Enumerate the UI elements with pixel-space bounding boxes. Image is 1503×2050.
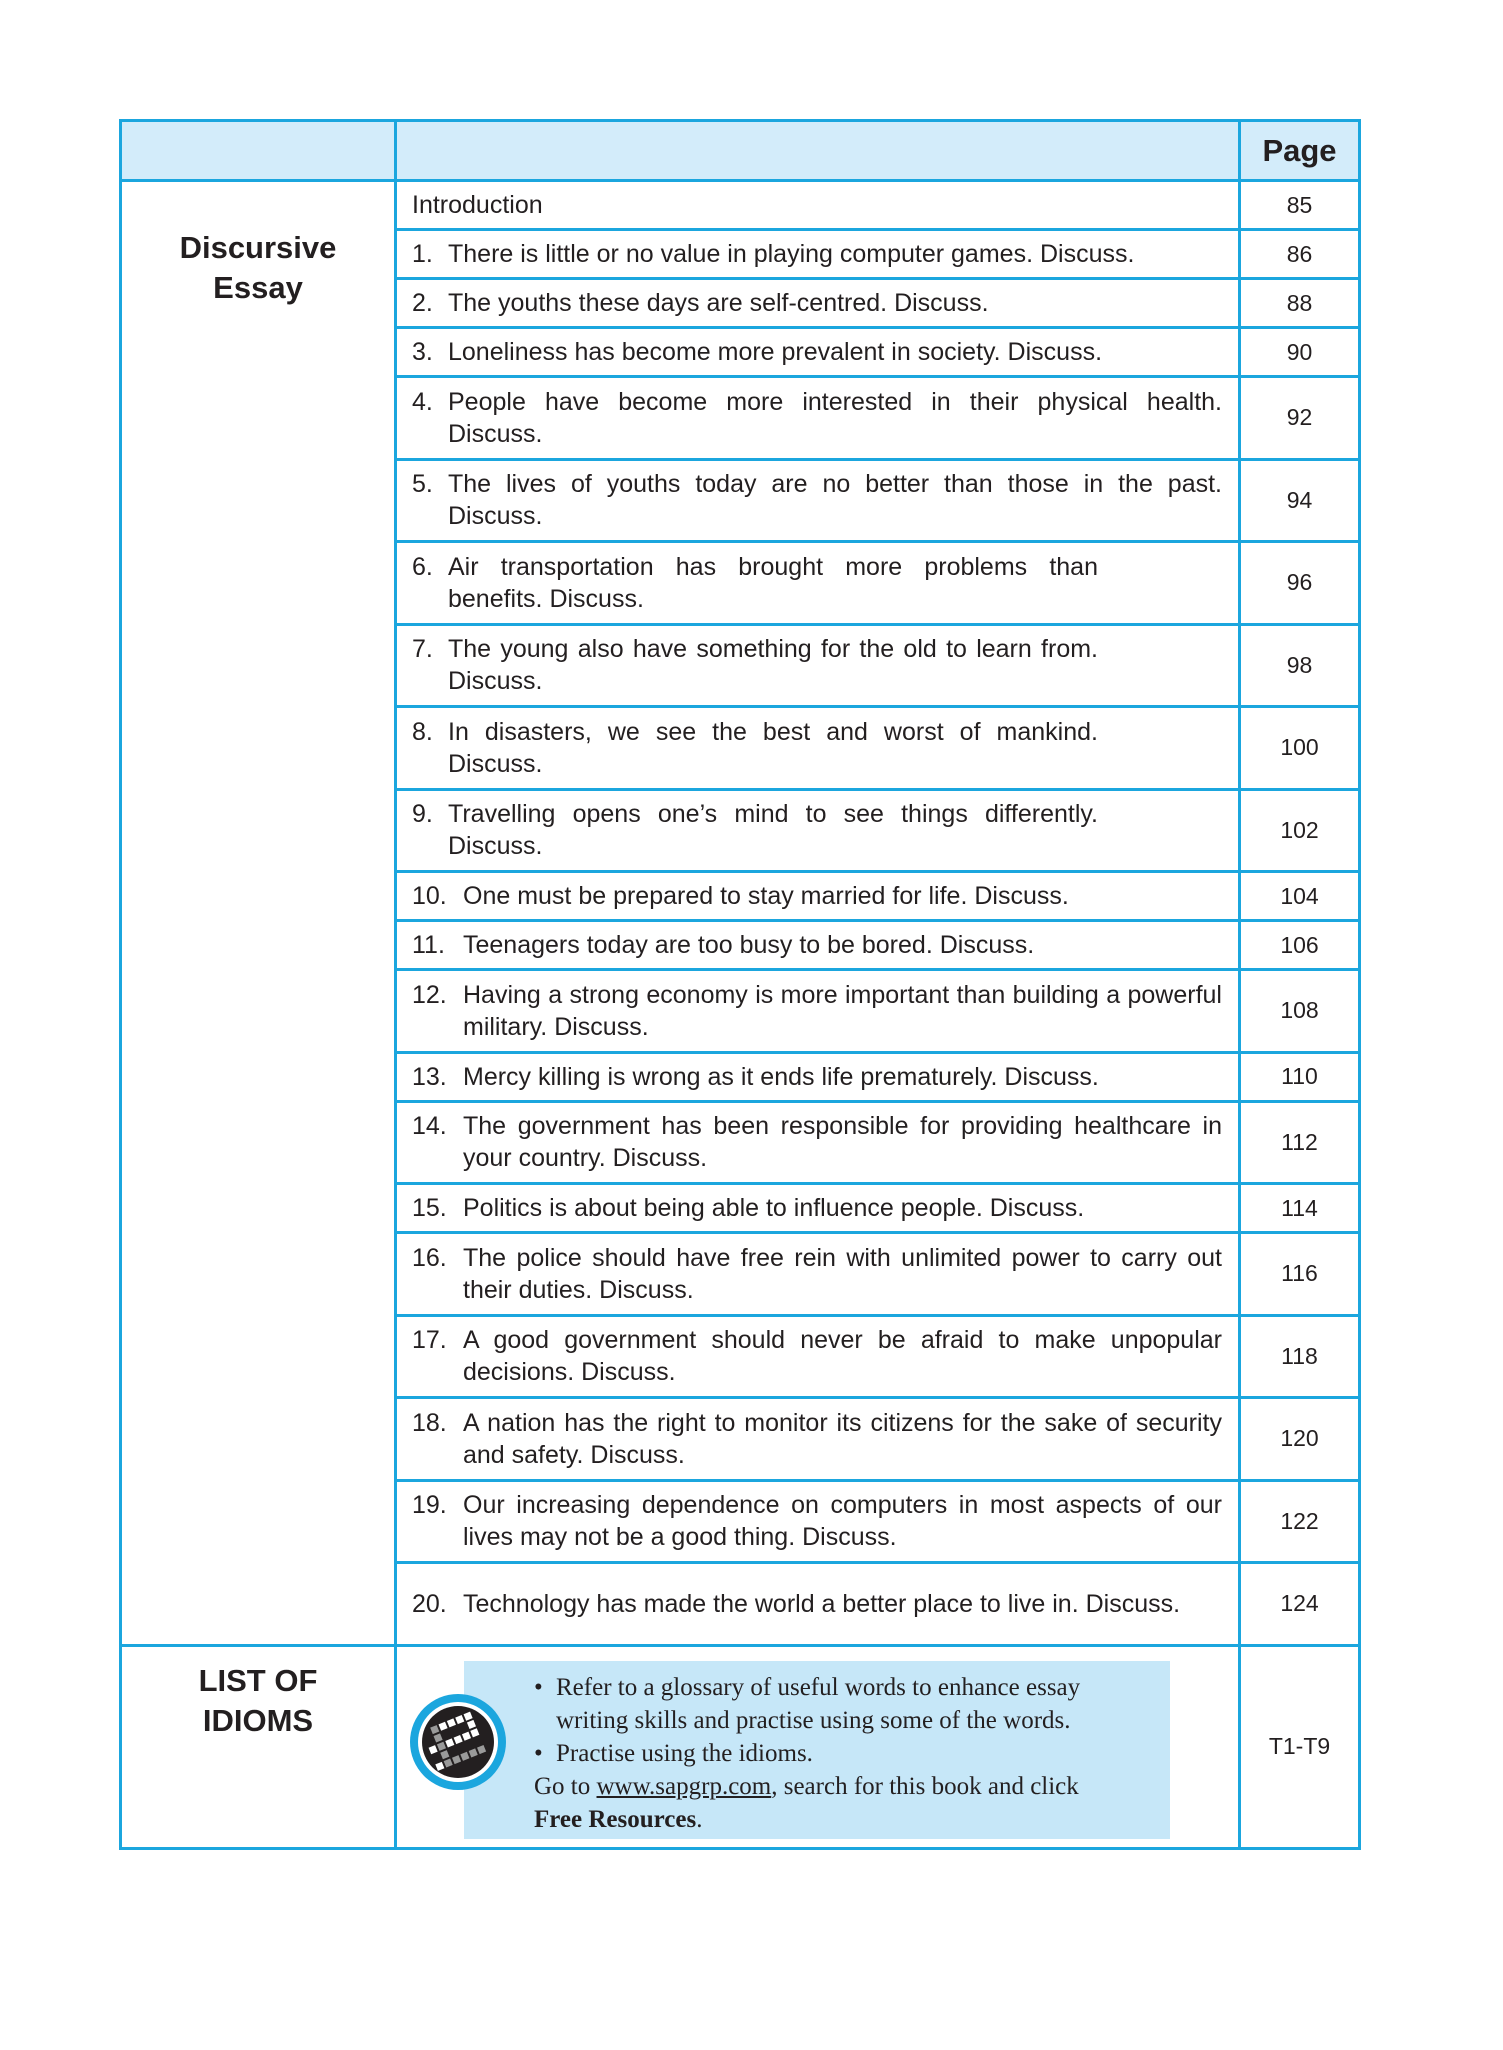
contents-table (119, 119, 1361, 1850)
topic-number: 16. (412, 1243, 447, 1272)
page-number: 100 (1240, 707, 1360, 790)
topic-cell (396, 872, 1240, 921)
page-number: 112 (1240, 1101, 1360, 1184)
header-topic-cell (396, 121, 1240, 181)
topic-cell (396, 377, 1240, 460)
topic-title[interactable]: Politics is about being able to influence people. Discuss. (463, 1194, 1085, 1222)
topic-title[interactable]: People have become more interested in their physical health. Discuss. (448, 387, 1222, 448)
topic-title[interactable]: Technology has made the world a better place to live in. Discuss. (463, 1589, 1181, 1618)
topic-title[interactable]: The young also have something for the old to learn from. Discuss. (448, 635, 1098, 696)
topic-cell (396, 181, 1240, 230)
topic-cell (396, 1563, 1240, 1646)
topic-title[interactable]: Air transportation has brought more problems than benefits. Discuss. (448, 552, 1098, 613)
topic-title[interactable]: Loneliness has become more prevalent in society. Discuss. (448, 338, 1103, 366)
topic-cell (396, 1398, 1240, 1481)
topic-title[interactable]: The government has been responsible for providing healthcare in your country. Discuss. (463, 1112, 1222, 1173)
topic-title[interactable]: A nation has the right to monitor its citizens for the sake of security and safety. Discuss. (463, 1408, 1222, 1469)
free-resources-callout (464, 1661, 1170, 1839)
topic-cell (396, 1315, 1240, 1398)
goto-suffix: , search for this book and click (771, 1772, 1079, 1800)
topic-title[interactable]: Teenagers today are too busy to be bored. Discuss. (463, 931, 1035, 959)
topic-number: 1. (412, 240, 433, 268)
page-number: 116 (1240, 1233, 1360, 1316)
topic-number: 11. (412, 931, 445, 959)
page-number: 86 (1240, 230, 1360, 279)
page-number: 110 (1240, 1052, 1360, 1101)
topic-cell (396, 921, 1240, 970)
topic-cell (396, 970, 1240, 1053)
topic-title[interactable]: Introduction (412, 191, 543, 219)
topic-cell (396, 1480, 1240, 1563)
topic-cell (396, 1101, 1240, 1184)
page-number: 120 (1240, 1398, 1360, 1481)
page-number: 98 (1240, 624, 1360, 707)
goto-instruction (534, 1770, 1150, 1803)
topic-title[interactable]: In disasters, we see the best and worst of mankind. Discuss. (448, 717, 1098, 778)
topic-title[interactable]: The police should have free rein with unlimited power to carry out their duties. Discuss. (463, 1243, 1222, 1304)
header-category-cell (121, 121, 396, 181)
topic-title[interactable]: A good government should never be afraid to make unpopular decisions. Discuss. (463, 1326, 1222, 1387)
topic-number: 12. (412, 980, 447, 1009)
topic-number: 10. (412, 882, 447, 910)
topic-number: 9. (412, 800, 433, 829)
category-label-line2: Essay (213, 270, 303, 305)
topic-number: 20. (412, 1589, 447, 1618)
category-label-line1: Discursive (179, 230, 337, 265)
topic-number: 14. (412, 1112, 447, 1141)
idioms-row (121, 1645, 1360, 1848)
goto-prefix: Go to (534, 1772, 597, 1800)
page-number: 118 (1240, 1315, 1360, 1398)
page-number: 96 (1240, 542, 1360, 625)
topic-number: 17. (412, 1326, 447, 1355)
category-label-line1: LIST OF (198, 1662, 318, 1698)
topic-cell (396, 624, 1240, 707)
website-link[interactable]: www.sapgrp.com (596, 1772, 772, 1800)
topic-number: 15. (412, 1194, 447, 1222)
topic-number: 19. (412, 1491, 447, 1520)
topic-number: 6. (412, 552, 433, 581)
topic-title[interactable]: The youths these days are self-centred. Discuss. (448, 289, 989, 317)
free-resources-label: Free Resources (534, 1805, 697, 1833)
topic-title[interactable]: Travelling opens one’s mind to see things differently. Discuss. (448, 800, 1098, 861)
page-column-header: Page (1240, 121, 1360, 181)
topic-title[interactable]: Our increasing dependence on computers in most aspects of our lives may not be a good thing. Discuss. (463, 1491, 1222, 1552)
topic-cell (396, 230, 1240, 279)
resource-bullets (534, 1671, 1150, 1770)
period: . (696, 1805, 703, 1833)
topic-title[interactable]: Mercy killing is wrong as it ends life prematurely. Discuss. (463, 1062, 1099, 1091)
page-number: 102 (1240, 789, 1360, 872)
free-resources-line (534, 1803, 1150, 1836)
topic-cell (396, 707, 1240, 790)
page-number: T1-T9 (1240, 1645, 1360, 1848)
topic-cell (396, 279, 1240, 328)
topic-number: 13. (412, 1062, 447, 1091)
page-number: 90 (1240, 328, 1360, 377)
page-number: 122 (1240, 1480, 1360, 1563)
page-number: 92 (1240, 377, 1360, 460)
topic-number: 4. (412, 387, 433, 416)
topic-number: 3. (412, 338, 433, 366)
topic-number: 5. (412, 470, 433, 499)
topic-title[interactable]: Having a strong economy is more important than building a powerful military. Discuss. (463, 980, 1222, 1041)
topic-number: 7. (412, 635, 433, 664)
bullet-item: • Practise using the idioms. (534, 1737, 1150, 1770)
topic-cell (396, 1052, 1240, 1101)
topic-cell (396, 542, 1240, 625)
page-number: 106 (1240, 921, 1360, 970)
topic-cell (396, 789, 1240, 872)
resource-cell (396, 1645, 1240, 1848)
topic-number: 8. (412, 717, 433, 746)
page-number: 124 (1240, 1563, 1360, 1646)
topic-title[interactable]: One must be prepared to stay married for life. Discuss. (463, 882, 1069, 910)
topic-title[interactable]: There is little or no value in playing computer games. Discuss. (448, 240, 1135, 268)
table-row (121, 181, 1360, 230)
page-number: 104 (1240, 872, 1360, 921)
topic-number: 2. (412, 289, 433, 317)
category-list-of-idioms (121, 1645, 396, 1848)
page-number: 85 (1240, 181, 1360, 230)
page-number: 108 (1240, 970, 1360, 1053)
page-number: 114 (1240, 1184, 1360, 1233)
topic-cell (396, 459, 1240, 542)
category-discursive-essay (121, 181, 396, 1646)
page-number: 88 (1240, 279, 1360, 328)
topic-cell (396, 1233, 1240, 1316)
bullet-item: • Refer to a glossary of useful words to enhance essay writing skills and practise using some of the words. (534, 1671, 1150, 1737)
category-label-line2: IDIOMS (202, 1702, 314, 1738)
crossword-badge-icon (410, 1694, 506, 1790)
page-number: 94 (1240, 459, 1360, 542)
topic-title[interactable]: The lives of youths today are no better than those in the past. Discuss. (448, 470, 1222, 531)
topic-number: 18. (412, 1408, 447, 1437)
topic-cell (396, 1184, 1240, 1233)
header-row (121, 121, 1360, 181)
topic-cell (396, 328, 1240, 377)
